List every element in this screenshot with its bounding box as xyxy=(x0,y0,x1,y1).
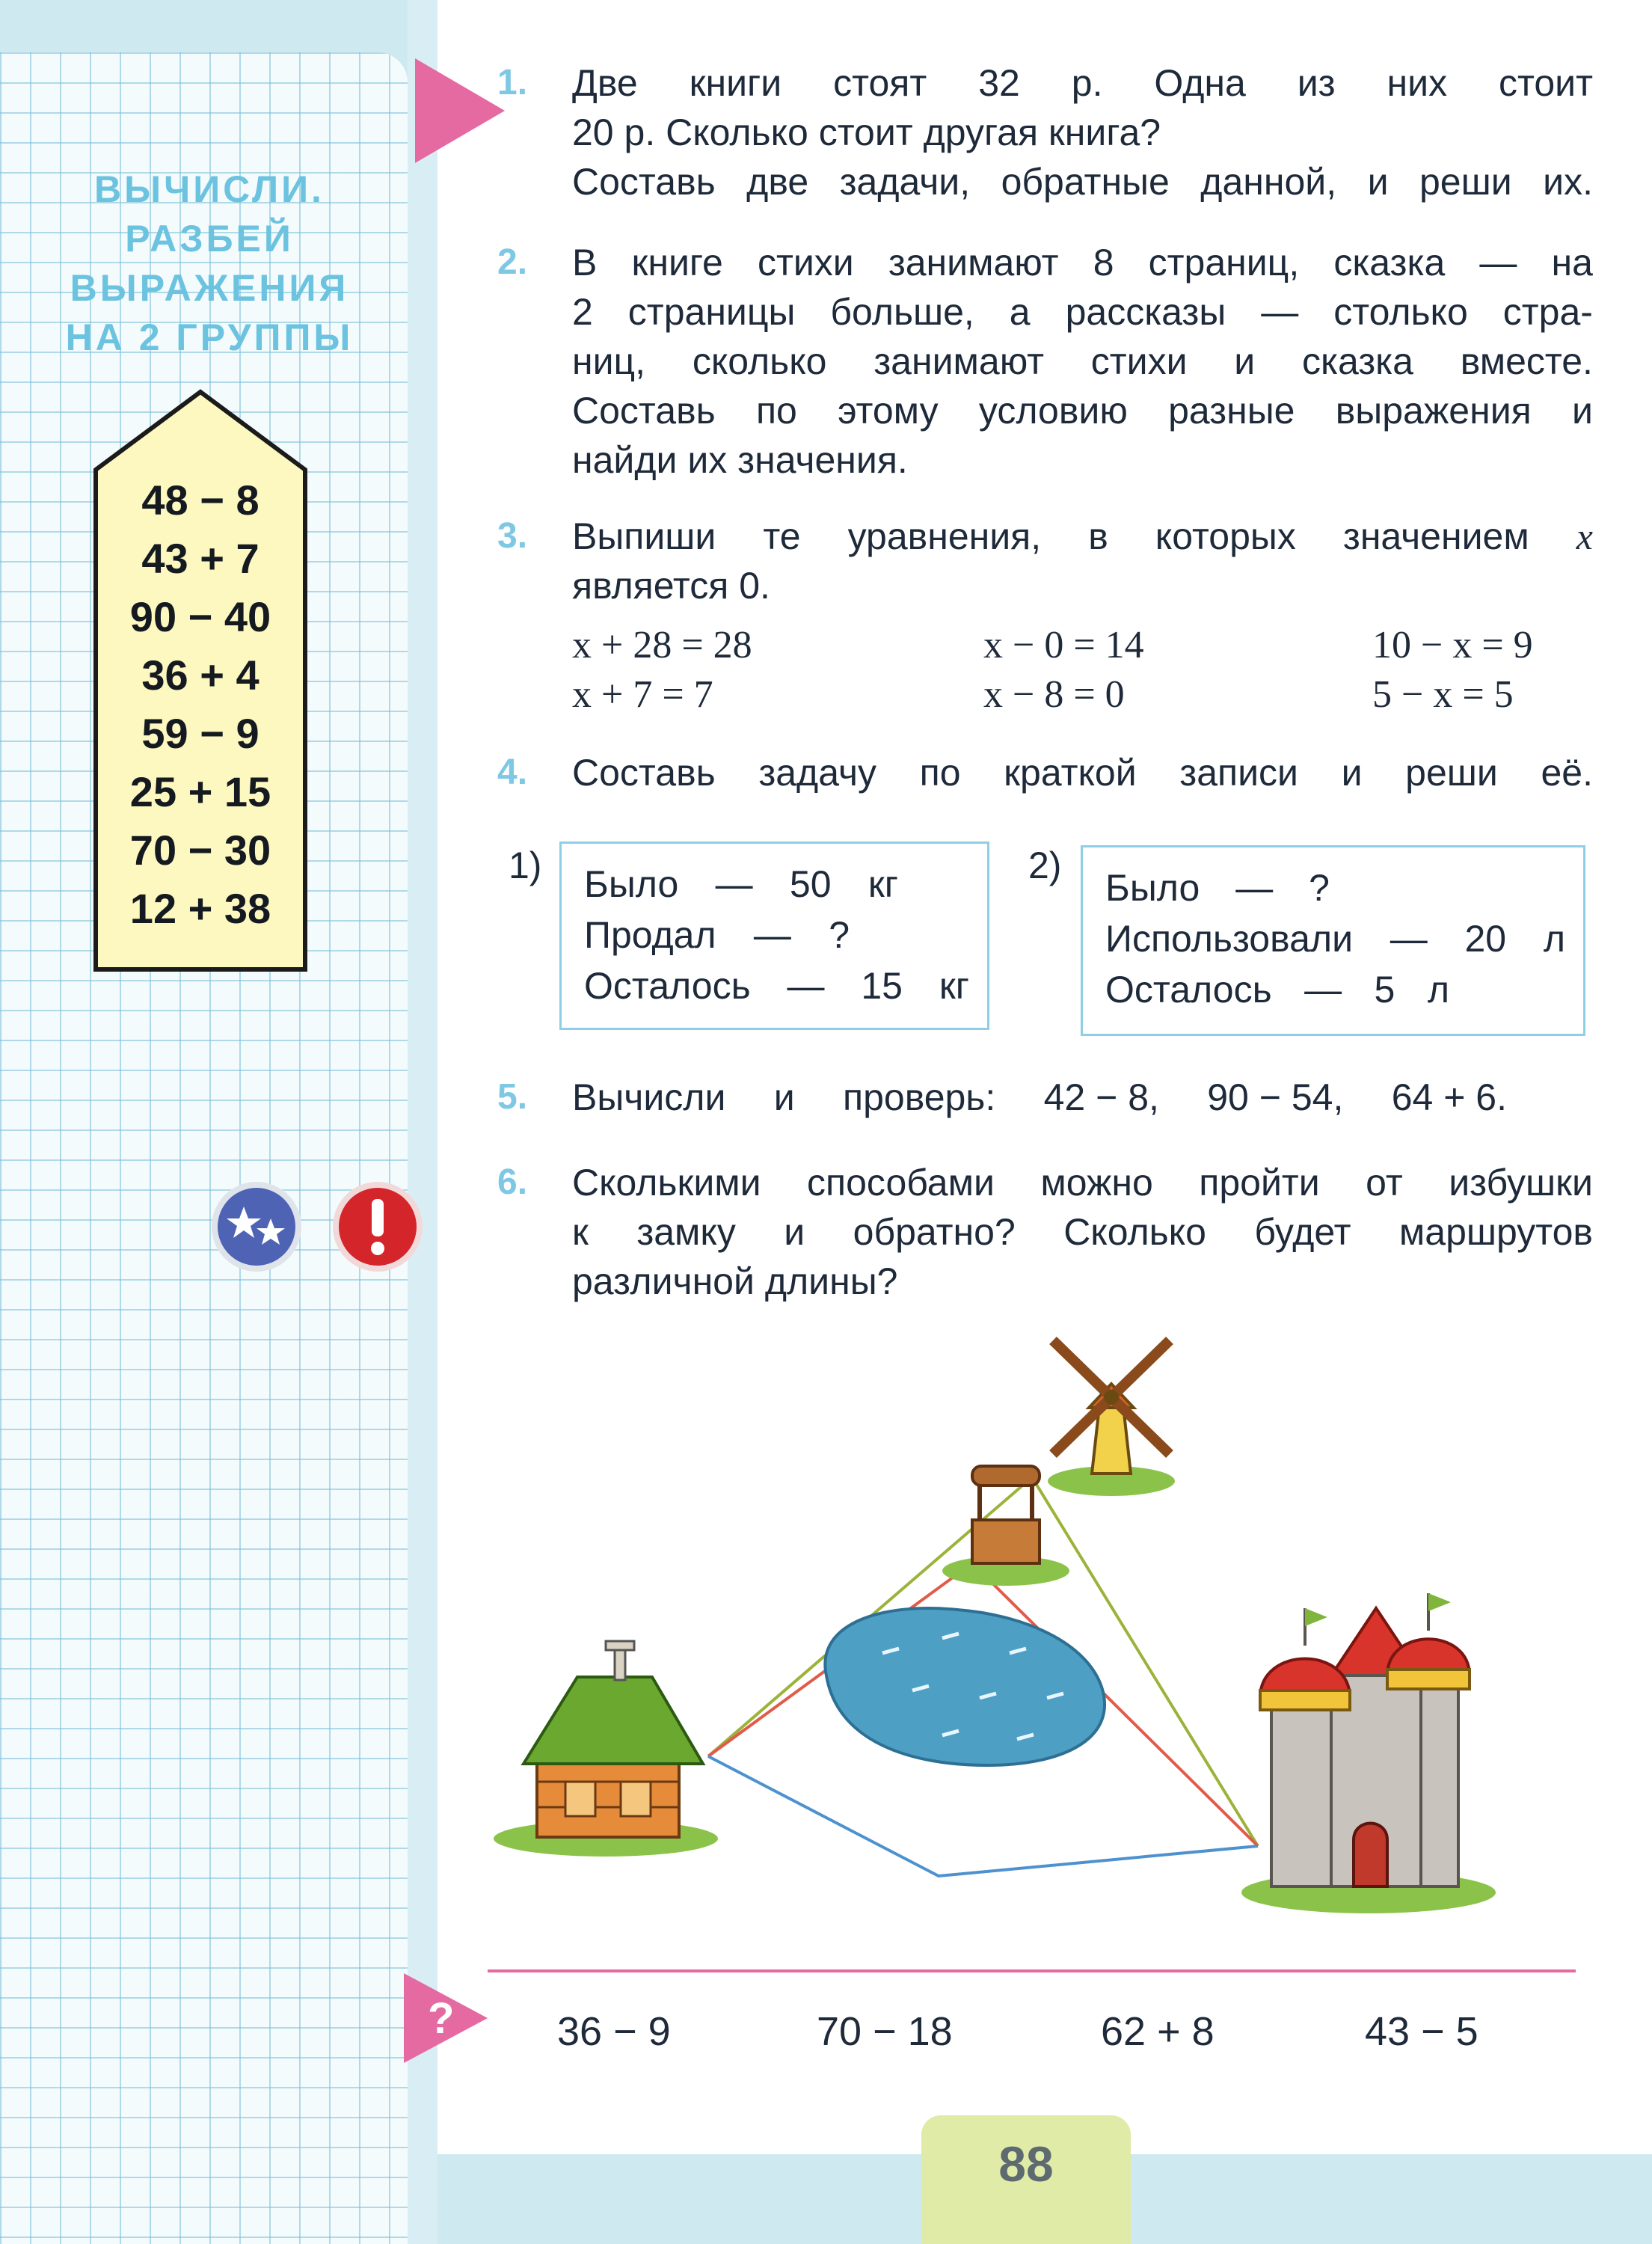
word: разные xyxy=(1168,390,1295,432)
task-number: 1. xyxy=(497,63,528,102)
bottom-expression: 70 − 18 xyxy=(817,2009,953,2054)
word: Сколькими xyxy=(572,1162,761,1204)
task-line xyxy=(572,748,1593,797)
task-line xyxy=(572,157,1593,206)
task-2 xyxy=(497,238,1593,485)
castle-illustration xyxy=(1241,1593,1496,1913)
word: их. xyxy=(1543,161,1593,203)
word: её. xyxy=(1541,752,1593,794)
note-cell: 50 xyxy=(789,863,832,905)
word: — xyxy=(1479,242,1517,283)
divider-line xyxy=(488,1969,1576,1972)
sidebar-grid-panel xyxy=(0,52,408,2244)
word: те xyxy=(763,515,801,557)
bottom-expression: 43 − 5 xyxy=(1365,2009,1478,2054)
word: записи xyxy=(1179,752,1298,794)
equation: 10 − x = 9 xyxy=(1372,624,1533,666)
word: является 0. xyxy=(572,565,770,607)
word: книге xyxy=(631,242,723,283)
note-cell: ? xyxy=(829,914,850,956)
task-number: 5. xyxy=(497,1077,528,1117)
exclamation-icon xyxy=(329,1178,426,1275)
sidebar-title-line: ВЫЧИСЛИ. xyxy=(94,168,325,210)
section-arrow-icon xyxy=(415,58,505,163)
note-cell: 15 xyxy=(861,965,903,1007)
word: данной, xyxy=(1200,161,1337,203)
equation: x − 8 = 0 xyxy=(983,673,1125,716)
note-row xyxy=(584,960,969,1011)
note-cell: кг xyxy=(868,863,898,905)
task-line xyxy=(572,337,1593,386)
word: по xyxy=(919,752,961,794)
task-line xyxy=(572,512,1593,561)
word: будет xyxy=(1254,1211,1351,1253)
sidebar-title-line: НА 2 ГРУППЫ xyxy=(65,316,354,358)
word: маршрутов xyxy=(1398,1211,1593,1253)
word: и xyxy=(1572,390,1593,432)
house-expression: 25 + 15 xyxy=(129,768,271,815)
note-cell: Было xyxy=(584,863,679,905)
word: обратные xyxy=(1001,161,1170,203)
task-line xyxy=(572,108,1593,157)
word: стихи xyxy=(757,242,854,283)
expression-house-card xyxy=(88,389,313,972)
task-line xyxy=(572,435,1593,485)
word: сказка xyxy=(1302,340,1413,382)
route-illustration xyxy=(494,1324,1570,1937)
lake-illustration xyxy=(825,1608,1105,1765)
house-expression: 90 − 40 xyxy=(129,593,271,640)
word: Одна xyxy=(1154,62,1246,104)
sidebar-divider-strip xyxy=(408,0,437,2244)
word: Составь xyxy=(572,390,716,432)
note-label: 1) xyxy=(509,844,542,886)
note-cell: — xyxy=(787,965,825,1007)
word: пройти xyxy=(1199,1162,1320,1204)
word: можно xyxy=(1040,1162,1153,1204)
word: страницы xyxy=(627,291,796,333)
house-expression: 36 + 4 xyxy=(141,652,260,699)
word: ниц, xyxy=(572,340,646,382)
word: уравнения, xyxy=(847,515,1042,557)
word: 8 xyxy=(1093,242,1114,283)
word: Составь xyxy=(572,752,716,794)
windmill-illustration xyxy=(1048,1340,1175,1496)
house-expression: 70 − 30 xyxy=(129,827,271,874)
word: из xyxy=(1297,62,1336,104)
note-cell: Осталось xyxy=(584,965,751,1007)
word: книги xyxy=(689,62,782,104)
task-line xyxy=(572,386,1593,435)
note-cell: — xyxy=(1390,918,1428,960)
sidebar-title xyxy=(22,165,396,362)
word: страниц, xyxy=(1148,242,1300,283)
house-expression: 59 − 9 xyxy=(141,710,260,757)
note-cell: — xyxy=(753,914,791,956)
word: и xyxy=(1341,752,1363,794)
word: стоят xyxy=(833,62,927,104)
house-expression-list xyxy=(88,471,313,938)
word: обратно? xyxy=(853,1211,1016,1253)
word: замку xyxy=(636,1211,736,1253)
word: 90 − 54, xyxy=(1207,1076,1344,1118)
note-row xyxy=(1105,964,1449,1015)
word: на xyxy=(1551,242,1593,283)
question-arrow-icon xyxy=(404,1973,488,2063)
bottom-expression: 62 + 8 xyxy=(1101,2009,1215,2054)
short-note-box xyxy=(1081,845,1585,1036)
word: этому xyxy=(838,390,939,432)
word: — xyxy=(1261,291,1299,333)
two-stars-icon xyxy=(208,1178,305,1275)
svg-text:?: ? xyxy=(428,1994,455,2043)
note-cell: кг xyxy=(939,965,969,1007)
equation: x + 7 = 7 xyxy=(572,673,713,716)
word: рассказы xyxy=(1065,291,1226,333)
house-expression: 43 + 7 xyxy=(141,535,260,582)
word: в xyxy=(1088,515,1108,557)
equation: x + 28 = 28 xyxy=(572,624,752,666)
note-label: 2) xyxy=(1028,844,1062,886)
word: 20 р. Сколько стоит другая книга? xyxy=(572,111,1161,153)
task-number: 6. xyxy=(497,1162,528,1202)
word: занимают xyxy=(888,242,1059,283)
task-3 xyxy=(497,512,1593,610)
word: и xyxy=(1234,340,1256,382)
short-note-box xyxy=(559,842,989,1030)
word: Выпиши xyxy=(572,515,716,557)
note-cell: Продал xyxy=(584,914,716,956)
word: занимают xyxy=(873,340,1044,382)
sidebar-title-line: ВЫРАЖЕНИЯ xyxy=(70,267,349,309)
word: столько xyxy=(1333,291,1468,333)
word: избушки xyxy=(1449,1162,1593,1204)
note-row xyxy=(1105,913,1565,964)
note-cell: — xyxy=(715,863,753,905)
note-cell: ? xyxy=(1309,867,1330,909)
word: вместе. xyxy=(1460,340,1593,382)
page-number: 88 xyxy=(921,2115,1131,2244)
task-line xyxy=(572,1257,1593,1306)
note-cell: 5 xyxy=(1374,969,1395,1011)
task-line xyxy=(572,58,1593,108)
task-number: 2. xyxy=(497,242,528,282)
note-cell: Осталось xyxy=(1105,969,1272,1011)
hut-illustration xyxy=(494,1641,718,1857)
note-row xyxy=(1105,862,1330,913)
word: Сколько xyxy=(1063,1211,1206,1253)
route-via-lake xyxy=(708,1756,1258,1876)
word: по xyxy=(755,390,797,432)
word: и xyxy=(784,1211,805,1253)
word: условию xyxy=(978,390,1128,432)
word: р. xyxy=(1071,62,1103,104)
note-cell: л xyxy=(1543,918,1565,960)
word: x xyxy=(1576,515,1593,557)
word: а xyxy=(1009,291,1031,333)
word: стоит xyxy=(1499,62,1593,104)
note-row xyxy=(584,859,898,910)
task-6 xyxy=(497,1158,1593,1306)
word: них xyxy=(1387,62,1448,104)
equation: x − 0 = 14 xyxy=(983,624,1144,666)
word: выражения xyxy=(1335,390,1532,432)
task-1 xyxy=(497,58,1593,206)
word: значением xyxy=(1342,515,1529,557)
task-line xyxy=(572,1158,1593,1207)
note-cell: Использовали xyxy=(1105,918,1354,960)
note-cell: л xyxy=(1427,969,1449,1011)
word: В xyxy=(572,242,598,283)
task-line xyxy=(572,561,1593,610)
task-number: 3. xyxy=(497,516,528,556)
house-expression: 48 − 8 xyxy=(141,476,260,524)
word: задачу xyxy=(758,752,876,794)
word: найди их значения. xyxy=(572,439,908,481)
note-cell: — xyxy=(1304,969,1342,1011)
task-line xyxy=(572,287,1593,337)
note-cell: 20 xyxy=(1464,918,1507,960)
word: Вычисли xyxy=(572,1076,726,1118)
task-line xyxy=(572,1073,1507,1122)
word: способами xyxy=(807,1162,995,1204)
note-row xyxy=(584,910,850,960)
word: стихи xyxy=(1090,340,1188,382)
word: к xyxy=(572,1211,589,1253)
word: 42 − 8, xyxy=(1043,1076,1159,1118)
word: которых xyxy=(1155,515,1296,557)
word: сколько xyxy=(692,340,827,382)
word: и xyxy=(773,1076,795,1118)
equation: 5 − x = 5 xyxy=(1372,673,1514,716)
word: реши xyxy=(1405,752,1498,794)
word: различной длины? xyxy=(572,1260,898,1302)
task-5 xyxy=(497,1073,1507,1122)
note-cell: Было xyxy=(1105,867,1200,909)
word: больше, xyxy=(830,291,974,333)
house-expression: 12 + 38 xyxy=(129,885,271,932)
word: реши xyxy=(1419,161,1512,203)
word: задачи, xyxy=(839,161,971,203)
task-number: 4. xyxy=(497,752,528,792)
sidebar-title-line: РАЗБЕЙ xyxy=(125,218,294,260)
task-line xyxy=(572,1207,1593,1257)
word: 32 xyxy=(978,62,1020,104)
word: 2 xyxy=(572,291,593,333)
word: проверь: xyxy=(843,1076,996,1118)
word: краткой xyxy=(1004,752,1137,794)
word: и xyxy=(1367,161,1389,203)
word: две xyxy=(746,161,809,203)
word: сказка xyxy=(1333,242,1446,283)
word: 64 + 6. xyxy=(1391,1076,1507,1118)
word: Составь xyxy=(572,161,716,203)
task-4 xyxy=(497,748,1593,797)
note-cell: — xyxy=(1235,867,1274,909)
task-line xyxy=(572,238,1593,287)
word: Две xyxy=(572,62,638,104)
bottom-expression: 36 − 9 xyxy=(557,2009,671,2054)
word: стра- xyxy=(1502,291,1593,333)
word: от xyxy=(1366,1162,1403,1204)
